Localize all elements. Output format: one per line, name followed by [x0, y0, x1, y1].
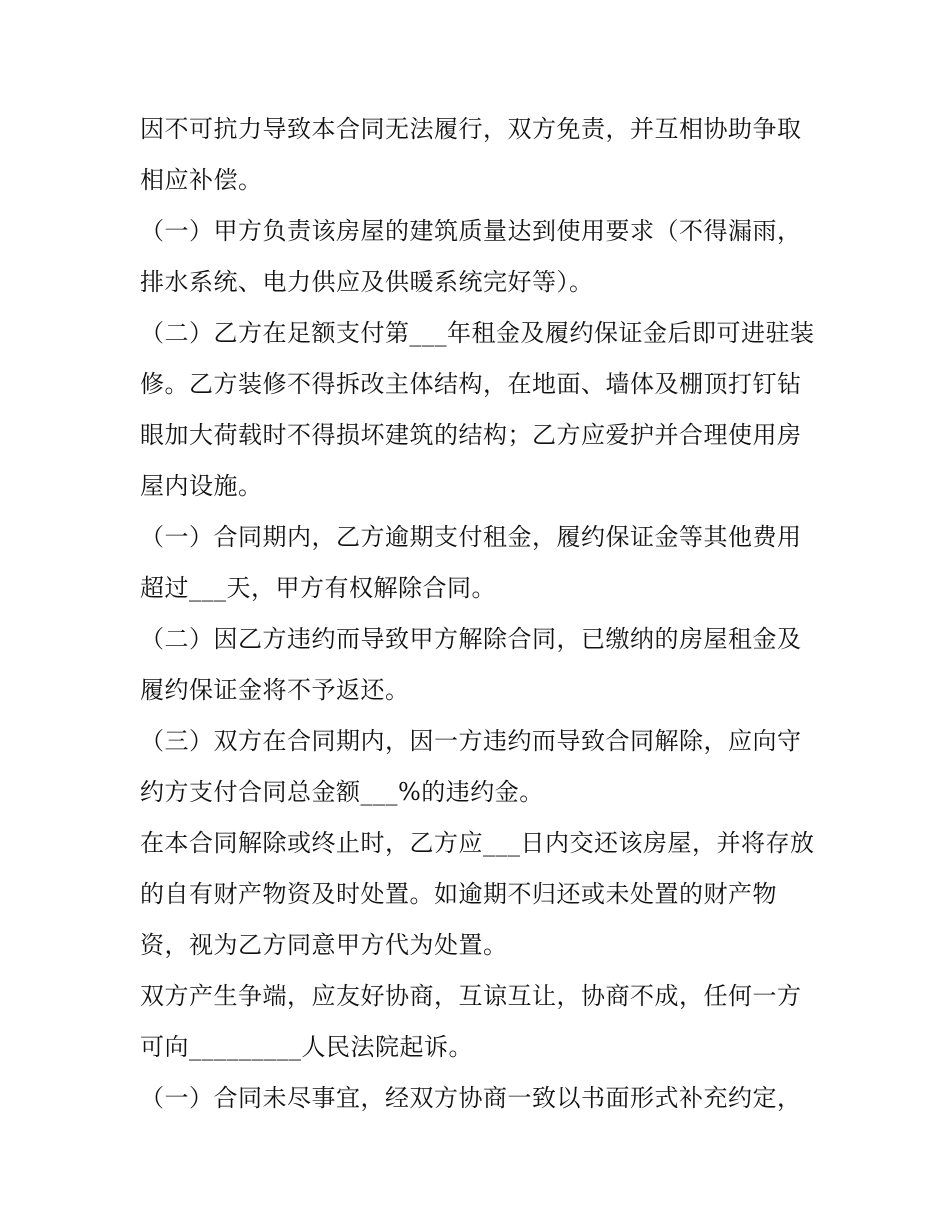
paragraph-penalty: （三）双方在合同期内，因一方违约而导致合同解除，应向守约方支付合同总金额___%的违约金。 — [140, 727, 802, 806]
paragraph-late-payment: （一）合同期内，乙方逾期支付租金，履约保证金等其他费用超过___天，甲方有权解除合同。 — [140, 523, 802, 602]
paragraph-force-majeure: 因不可抗力导致本合同无法履行，双方免责，并互相协助争取相应补偿。 — [140, 115, 802, 194]
paragraph-deposit-forfeit: （二）因乙方违约而导致甲方解除合同，已缴纳的房屋租金及履约保证金将不予返还。 — [140, 625, 802, 704]
paragraph-landlord-quality: （一）甲方负责该房屋的建筑质量达到使用要求（不得漏雨，排水系统、电力供应及供暖系统完好等）。 — [140, 217, 802, 296]
paragraph-tenant-renovation: （二）乙方在足额支付第___年租金及履约保证金后即可进驻装修。乙方装修不得拆改主体结构，在地面、墙体及棚顶打钉钻眼加大荷载时不得损坏建筑的结构；乙方应爱护并合理使用房屋内设施。 — [140, 319, 815, 500]
paragraph-return-premises: 在本合同解除或终止时，乙方应___日内交还该房屋，并将存放的自有财产物资及时处置。如逾期不归还或未处置的财产物资，视为乙方同意甲方代为处置。 — [140, 829, 815, 959]
document-body — [140, 104, 820, 1124]
paragraph-supplement: （一）合同未尽事宜，经双方协商一致以书面形式补充约定， — [140, 1084, 802, 1112]
paragraph-dispute: 双方产生争端，应友好协商，互谅互让，协商不成，任何一方可向_________人民法院起诉。 — [140, 982, 802, 1061]
